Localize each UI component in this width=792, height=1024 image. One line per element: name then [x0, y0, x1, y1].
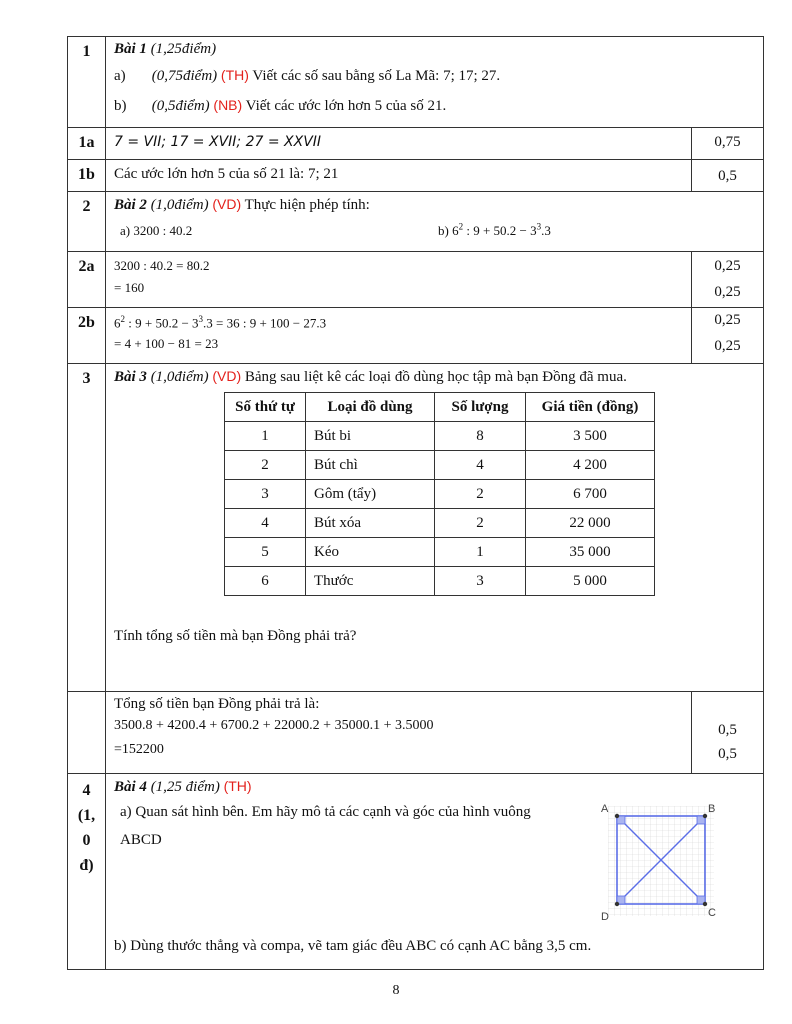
- row-3-answer-score1: 0,5: [718, 722, 737, 738]
- bai4-a-line2: ABCD: [120, 832, 162, 848]
- cell-item: Bút xóa: [306, 509, 435, 538]
- cell-qty: 2: [435, 480, 526, 509]
- cell-item: Gôm (tẩy): [306, 480, 435, 509]
- bai2-title: Bài 2: [114, 197, 147, 213]
- row-2b: [68, 308, 764, 364]
- row-3-answer-scores: [692, 692, 764, 774]
- row-1a-num: 1a: [68, 128, 106, 160]
- row-3-answer-score2: 0,5: [718, 746, 737, 762]
- row-3-answer: [68, 692, 764, 774]
- bai2-level: (VD): [212, 196, 242, 212]
- row-1b: [68, 160, 764, 192]
- label-d: D: [601, 911, 609, 923]
- supplies-table: [224, 392, 655, 596]
- row-3-num: 3: [68, 364, 106, 692]
- supplies-row: [225, 538, 655, 567]
- cell-price: 5 000: [526, 567, 655, 596]
- cell-stt: 3: [225, 480, 306, 509]
- row-3: [68, 364, 764, 692]
- label-b: B: [708, 803, 716, 815]
- bai1-a-points: (0,75điểm): [151, 68, 218, 84]
- row-2b-score2: 0,25: [714, 338, 741, 354]
- cell-stt: 5: [225, 538, 306, 567]
- answer-table: [67, 36, 764, 970]
- cell-price: 35 000: [526, 538, 655, 567]
- cell-item: Kéo: [306, 538, 435, 567]
- square-abcd-figure: [596, 800, 722, 924]
- vertex-c: [703, 902, 707, 906]
- page-number: 8: [392, 983, 400, 998]
- row-2a-content: [106, 252, 692, 308]
- row-2-content: [106, 192, 764, 252]
- row-2b-num: 2b: [68, 308, 106, 364]
- bai1-b-points: (0,5điểm): [151, 98, 210, 114]
- cell-price: 4 200: [526, 451, 655, 480]
- row-4-content: [106, 774, 764, 970]
- cell-price: 22 000: [526, 509, 655, 538]
- row-3-answer-content: [106, 692, 692, 774]
- bai1-a-label: a): [114, 68, 126, 84]
- bai1-a-level: (TH): [220, 67, 249, 83]
- row-1b-score: 0,5: [692, 160, 764, 192]
- row-3-answer-line3: =152200: [114, 742, 164, 757]
- bai1-points: (1,25điểm): [150, 41, 217, 57]
- row-3-content: [106, 364, 764, 692]
- bai3-title: Bài 3: [114, 369, 147, 385]
- cell-price: 6 700: [526, 480, 655, 509]
- row-2a-line2: = 160: [114, 280, 145, 295]
- row-1a-score: 0,75: [692, 128, 764, 160]
- bai3-points: (1,0điểm): [150, 369, 209, 385]
- cell-stt: 4: [225, 509, 306, 538]
- row-2: [68, 192, 764, 252]
- cell-qty: 8: [435, 422, 526, 451]
- col-header-stt: Số thứ tự: [225, 393, 306, 422]
- vertex-d: [615, 902, 619, 906]
- bai1-title: Bài 1: [114, 41, 147, 57]
- cell-item: Thước: [306, 567, 435, 596]
- row-1: [68, 37, 764, 128]
- supplies-header-row: [225, 393, 655, 422]
- label-a: A: [601, 803, 609, 815]
- row-3-answer-line1: Tổng số tiền bạn Đồng phải trả là:: [114, 696, 320, 712]
- row-2a-score2: 0,25: [714, 284, 741, 300]
- bai4-a-line1: a) Quan sát hình bên. Em hãy mô tả các cạnh và góc của hình vuông: [120, 804, 531, 820]
- row-3-answer-line2: 3500.8 + 4200.4 + 6700.2 + 22000.2 + 35000.1 + 3.5000: [114, 718, 434, 733]
- bai3-question: Tính tổng số tiền mà bạn Đồng phải trả?: [114, 628, 357, 644]
- row-4: [68, 774, 764, 970]
- bai2-text: Thực hiện phép tính:: [244, 197, 370, 213]
- row-2a-num: 2a: [68, 252, 106, 308]
- row-1a-content: 7 = VII; 17 = XVII; 27 = XXVII: [114, 134, 322, 150]
- bai4-level: (TH): [223, 778, 252, 794]
- bai2-part-b: b) $6^2$ : $9 + 50.2 - 3^3.3$: [438, 222, 551, 239]
- cell-stt: 6: [225, 567, 306, 596]
- bai1-b-text: Viết các ước lớn hơn 5 của số 21.: [245, 98, 447, 114]
- col-header-qty: Số lượng: [435, 393, 526, 422]
- row-2b-score1: 0,25: [714, 312, 741, 328]
- col-header-price: Giá tiền (đồng): [526, 393, 655, 422]
- cell-qty: 2: [435, 509, 526, 538]
- bai1-a-text: Viết các số sau bằng số La Mã: 7; 17; 27.: [252, 68, 501, 84]
- bai4-title: Bài 4: [114, 779, 147, 795]
- bai2-part-a: a) 3200 : 40.2: [120, 223, 193, 239]
- label-c: C: [708, 907, 716, 919]
- col-header-item: Loại đồ dùng: [306, 393, 435, 422]
- row-1a: [68, 128, 764, 160]
- cell-qty: 1: [435, 538, 526, 567]
- supplies-row: [225, 567, 655, 596]
- row-2-num: 2: [68, 192, 106, 252]
- bai1-b-label: b): [114, 98, 127, 114]
- row-2a-scores: [692, 252, 764, 308]
- supplies-row: [225, 422, 655, 451]
- bai3-level: (VD): [212, 368, 242, 384]
- bai3-text: Bảng sau liệt kê các loại đồ dùng học tập mà bạn Đồng đã mua.: [244, 369, 627, 385]
- row-2a-line1: 3200 : 40.2 = 80.2: [114, 258, 210, 273]
- cell-price: 3 500: [526, 422, 655, 451]
- row-2b-scores: [692, 308, 764, 364]
- cell-qty: 3: [435, 567, 526, 596]
- supplies-row: [225, 451, 655, 480]
- bai4-points: (1,25 điểm): [150, 779, 220, 795]
- cell-stt: 1: [225, 422, 306, 451]
- row-1b-num: 1b: [68, 160, 106, 192]
- row-1-content: [106, 37, 764, 128]
- row-1b-content: Các ước lớn hơn 5 của số 21 là: 7; 21: [106, 160, 692, 192]
- cell-item: Bút chì: [306, 451, 435, 480]
- row-3-answer-num: [68, 692, 106, 774]
- row-2b-line2: = 4 + 100 − 81 = 23: [114, 336, 219, 351]
- row-2b-content: [106, 308, 692, 364]
- supplies-row: [225, 509, 655, 538]
- supplies-row: [225, 480, 655, 509]
- bai2-points: (1,0điểm): [150, 197, 209, 213]
- cell-qty: 4: [435, 451, 526, 480]
- cell-stt: 2: [225, 451, 306, 480]
- vertex-b: [703, 814, 707, 818]
- row-2a-score1: 0,25: [714, 258, 741, 274]
- row-4-num: 4 (1, 0 đ): [68, 774, 106, 970]
- row-1-num: 1: [68, 37, 106, 128]
- bai1-b-level: (NB): [213, 97, 243, 113]
- row-2a: [68, 252, 764, 308]
- bai4-b-text: b) Dùng thước thẳng và compa, vẽ tam giác đều ABC có cạnh AC bằng 3,5 cm.: [114, 938, 592, 954]
- cell-item: Bút bi: [306, 422, 435, 451]
- row-2b-line1: $6^2$ : $9 + 50.2 - 3^3.3 = 36$ : 9 + 100 − 27.3: [114, 314, 327, 331]
- vertex-a: [615, 814, 619, 818]
